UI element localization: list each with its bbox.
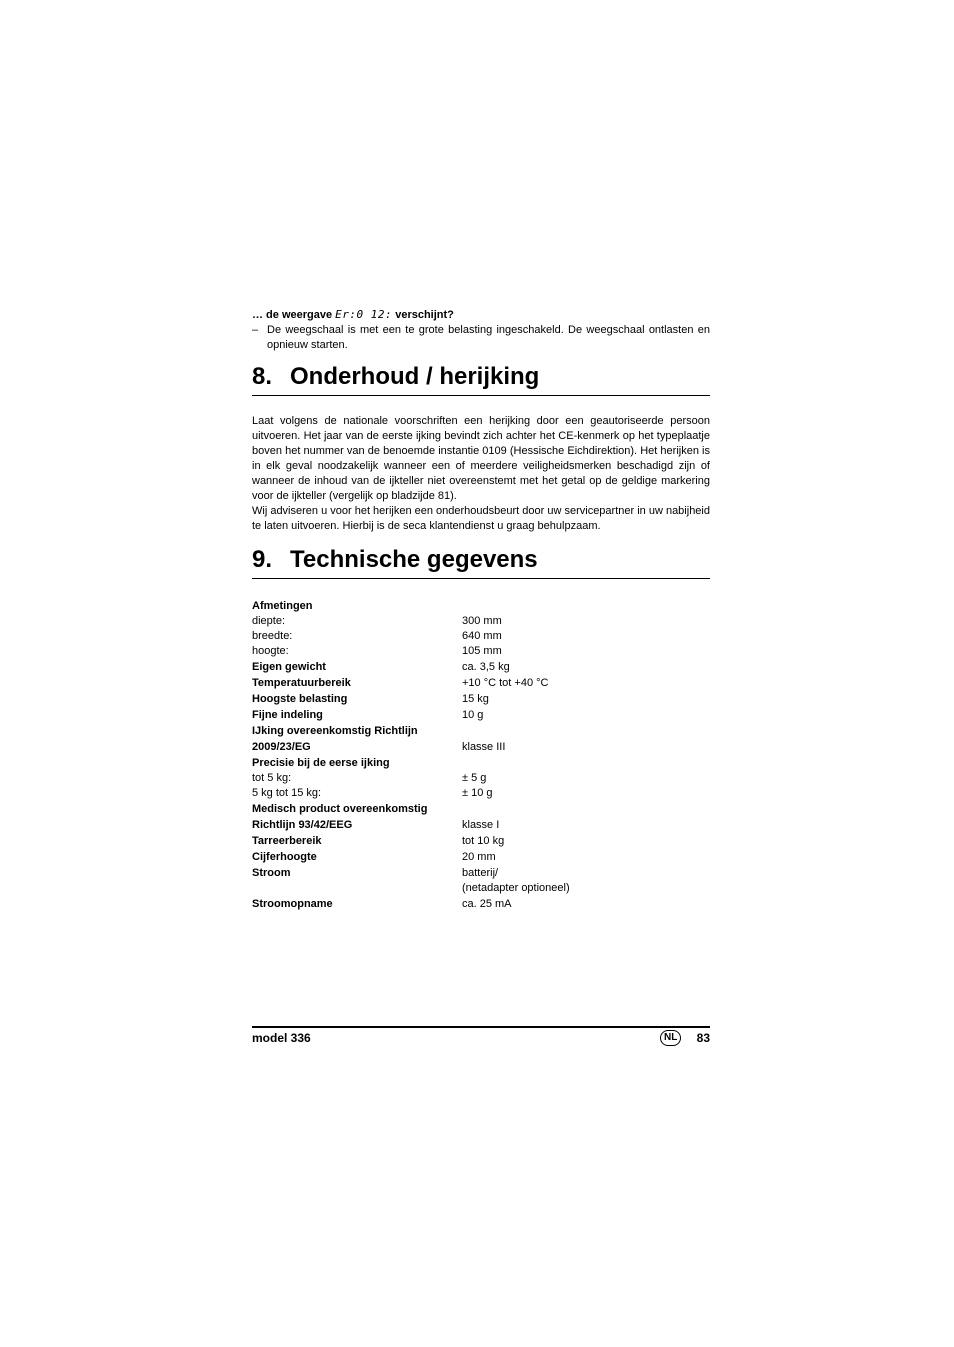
spec-value: 10 g [462, 709, 484, 721]
spec-value: batterij/ [462, 867, 499, 879]
spec-label: Precisie bij de eerse ijking [252, 757, 390, 769]
section-8-heading [252, 362, 710, 396]
spec-value: ± 10 g [462, 787, 493, 799]
spec-value: 105 mm [462, 645, 502, 657]
spec-value: tot 10 kg [462, 835, 505, 847]
troubleshoot-answer [252, 323, 710, 353]
spec-value: ca. 3,5 kg [462, 661, 510, 673]
troubleshoot-question [252, 308, 454, 321]
spec-label: Eigen gewicht [252, 661, 326, 673]
spec-label: Medisch product overeenkomstig [252, 803, 428, 815]
spec-label: Tarreerbereik [252, 835, 322, 847]
spec-row [252, 771, 710, 786]
answer-text: De weegschaal is met een te grote belasting ingeschakeld. De weegschaal ontlasten en opnieuw starten. [267, 324, 710, 351]
spec-value: +10 °C tot +40 °C [462, 677, 549, 689]
spec-row [252, 692, 710, 707]
page-number: 83 [696, 1031, 710, 1045]
spec-value: 300 mm [462, 615, 502, 627]
spec-value [462, 802, 710, 817]
spec-row [252, 850, 710, 865]
spec-label [252, 881, 462, 896]
spec-row [252, 599, 710, 614]
spec-row [252, 660, 710, 675]
spec-label: hoogte: [252, 645, 289, 657]
spec-table [252, 599, 710, 912]
spec-value: ca. 25 mA [462, 898, 512, 910]
spec-row [252, 881, 710, 896]
spec-row [252, 897, 710, 912]
spec-value [462, 724, 710, 739]
spec-row [252, 708, 710, 723]
section-9-heading [252, 545, 710, 579]
spec-value: 15 kg [462, 693, 489, 705]
spec-value: klasse I [462, 819, 500, 831]
spec-label: Fijne indeling [252, 709, 323, 721]
spec-row [252, 724, 710, 739]
spec-label: Richtlijn 93/42/EEG [252, 819, 353, 831]
spec-label: 2009/23/EG [252, 741, 311, 753]
spec-row [252, 756, 710, 771]
section-8-paragraph-1: Laat volgens de nationale voorschriften een herijking door een geautoriseerde persoon uitvoeren. Het jaar van de eerste ijking bevindt zich achter het CE-kenmerk op het typeplaatje boven het nummer van de benoemde instantie 0109 (Hessische Eichdirektion). Het herijken is in elk geval noodzakelijk wanneer een of meerdere veiligheidsmerken beschadigd zijn of wanneer de inhoud van de ijkteller niet overeenstemt met het getal op de geldige markering voor de ijkteller (vergelijk op bladzijde 81). [252, 415, 710, 502]
spec-value [462, 599, 710, 614]
spec-row [252, 740, 710, 755]
spec-label: Stroom [252, 867, 291, 879]
footer-page-info [660, 1030, 710, 1046]
section-9-title: Technische gegevens [290, 546, 538, 573]
spec-value [462, 756, 710, 771]
spec-row [252, 629, 710, 644]
section-8-paragraph-2: Wij adviseren u voor het herijken een onderhoudsbeurt door uw servicepartner in uw nabijheid te laten uitvoeren. Hierbij is de seca klantendienst u graag behulpzaam. [252, 505, 710, 532]
spec-row [252, 834, 710, 849]
spec-row [252, 818, 710, 833]
answer-dash: – [252, 324, 259, 336]
spec-label: Afmetingen [252, 600, 313, 612]
footer-model: model 336 [252, 1031, 311, 1045]
language-badge: NL [660, 1030, 681, 1046]
spec-row [252, 614, 710, 629]
spec-value: 640 mm [462, 630, 502, 642]
lcd-error-code: Er:0 12: [335, 308, 393, 321]
spec-label: IJking overeenkomstig Richtlijn [252, 725, 418, 737]
spec-row [252, 786, 710, 801]
question-suffix: verschijnt? [395, 309, 454, 321]
question-prefix: … de weergave [252, 309, 333, 321]
section-9-number: 9. [252, 546, 273, 573]
spec-label: diepte: [252, 615, 286, 627]
spec-row [252, 676, 710, 691]
spec-label: Stroomopname [252, 898, 333, 910]
spec-value: 20 mm [462, 851, 496, 863]
spec-value: (netadapter optioneel) [462, 882, 570, 894]
spec-label: Temperatuurbereik [252, 677, 351, 689]
section-8-title: Onderhoud / herijking [290, 363, 540, 390]
spec-row [252, 802, 710, 817]
spec-row [252, 644, 710, 659]
spec-label: Hoogste belasting [252, 693, 348, 705]
spec-value: klasse III [462, 741, 506, 753]
section-8-number: 8. [252, 363, 273, 390]
spec-value: ± 5 g [462, 772, 487, 784]
spec-label: 5 kg tot 15 kg: [252, 787, 322, 799]
spec-label: Cijferhoogte [252, 851, 317, 863]
footer-divider [252, 1026, 710, 1028]
spec-label: tot 5 kg: [252, 772, 292, 784]
spec-row [252, 866, 710, 881]
spec-label: breedte: [252, 630, 293, 642]
